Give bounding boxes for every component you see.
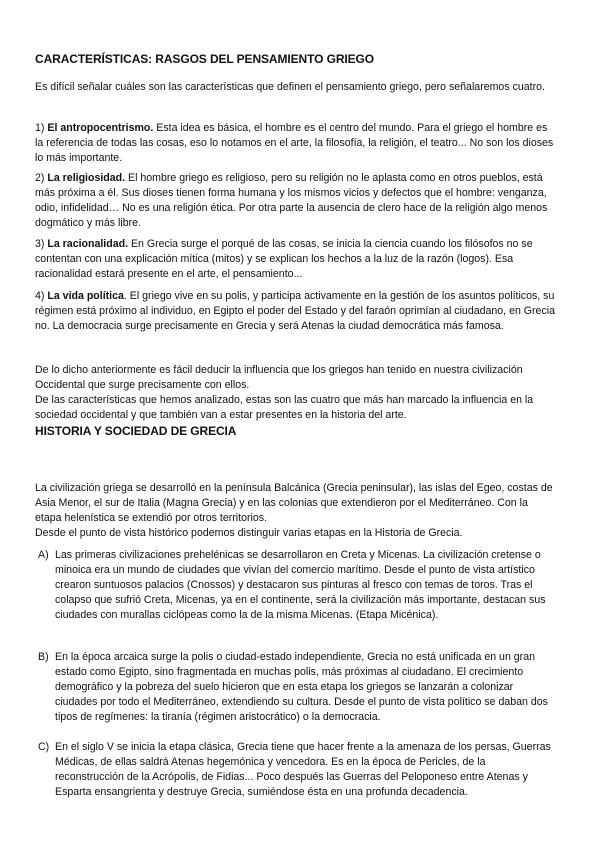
stage-prehelenica xyxy=(38,548,557,623)
section-title-historia: HISTORIA Y SOCIEDAD DE GRECIA xyxy=(35,424,237,438)
stage-marker: A) xyxy=(38,549,49,561)
stage-text: En el siglo V se inicia la etapa clásica, Grecia tiene que hacer frente a la amenaza de los persas, Guerras Médicas, de ellas saldrá Atenas hegemónica y vencedora. Es en la época de Pericles, de la reconstrucción de la Acrópolis, de Fidias... Poco después las Guerras del Peloponeso entre Atenas y Esparta ensangrienta y destruye Grecia, sumiéndose ésta en una profunda decadencia. xyxy=(55,741,551,798)
point-text: En Grecia surge el porqué de las cosas, se inicia la ciencia cuando los filósofos no se contentan con una explicación mítica (mitos) y se explican los hechos a la luz de la razón (logos). Esa racionalidad estará presente en el arte, el pensamiento... xyxy=(35,238,533,280)
section-title-caracteristicas: CARACTERÍSTICAS: RASGOS DEL PENSAMIENTO GRIEGO xyxy=(35,52,374,66)
point-racionalidad xyxy=(35,237,557,282)
point-text: El hombre griego es religioso, pero su religión no le aplasta como en otros pueblos, está más próxima a él. Sus dioses tienen forma humana y los mismos vicios y defectos que el hombre: venganza, odio, infidelidad… No es una religión ética. Por otra parte la ausencia de clero hace de la religión algo menos dogmático y más libre. xyxy=(35,172,548,229)
stage-marker: C) xyxy=(38,741,50,753)
section1-intro: Es difícil señalar cuáles son las características que definen el pensamiento griego, pero señalaremos cuatro. xyxy=(35,81,545,93)
point-number: 3) xyxy=(35,238,45,250)
point-vida-politica xyxy=(35,289,557,334)
stage-text: Las primeras civilizaciones prehelénicas se desarrollaron en Creta y Micenas. La civilización cretense o minoica era un mundo de ciudades que vivían del comercio marítimo. Desde el punto de vista artístico crearon suntuosos palacios (Cnossos) y destacaron sus pinturas al fresco con temas de toros. Tras el colapso que sufrió Creta, Micenas, ya en el continente, será la civilización más importante, destacan sus ciudades con murallas ciclópeas como la de la misma Micenas. (Etapa Micénica). xyxy=(55,549,546,621)
stage-clasica xyxy=(38,740,557,800)
point-term: El antropocentrismo. xyxy=(47,122,154,134)
point-number: 1) xyxy=(35,122,45,134)
point-text: . El griego vive en su polis, y participa activamente en la gestión de los asuntos políticos, su régimen está próximo al individuo, en Egipto el poder del Estado y del faraón oprimían al ciudadano, en Grecia no. La democracia surge precisamente en Grecia y será Atenas la ciudad democrática más famosa. xyxy=(35,290,555,332)
stage-text: En la época arcaica surge la polis o ciudad-estado independiente, Grecia no está unificada en un gran estado como Egipto, sino fragmentada en muchas polis, más próximas al ciudadano. El crecimiento demográfico y la pobreza del suelo hicieron que en esta etapa los griegos se lanzarán a colonizar ciudades por todo el Mediterráneo, extendiendo su cultura. Desde el punto de vista político se daban dos tipos de regímenes: la tiranía (régimen aristocrático) o la democracia. xyxy=(55,651,548,723)
stage-arcaica xyxy=(38,650,557,725)
section2-etapas-intro: Desde el punto de vista histórico podemos distinguir varias etapas en la Historia de Grecia. xyxy=(35,527,463,539)
stage-marker: B) xyxy=(38,651,49,663)
point-religiosidad xyxy=(35,171,557,231)
point-text: Esta idea es básica, el hombre es el centro del mundo. Para el griego el hombre es la referencia de todas las cosas, eso lo notamos en el arte, la filosofía, la religión, el teatro... No son los dioses lo más importante. xyxy=(35,122,554,164)
conclusion-influencia: De lo dicho anteriormente es fácil deducir la influencia que los griegos han tenido en nuestra civilización Occidental que surge precisamente con ellos. xyxy=(35,364,523,391)
point-term: La vida política xyxy=(47,290,124,302)
section2-intro: La civilización griega se desarrolló en la península Balcánica (Grecia peninsular), las islas del Egeo, costas de Asia Menor, el sur de Italia (Magna Grecia) y en las colonias que extendieron por el Mediterráneo. Con la etapa helenística se extendió por otros territorios. xyxy=(35,482,553,524)
point-number: 2) xyxy=(35,172,45,184)
point-number: 4) xyxy=(35,290,45,302)
point-antropocentrismo xyxy=(35,121,557,166)
point-term: La religiosidad. xyxy=(47,172,126,184)
conclusion-caracteristicas: De las características que hemos analizado, estas son las cuatro que más han marcado la influencia en la sociedad occidental y que también van a estar presentes en la historia del arte. xyxy=(35,394,534,421)
point-term: La racionalidad. xyxy=(47,238,129,250)
